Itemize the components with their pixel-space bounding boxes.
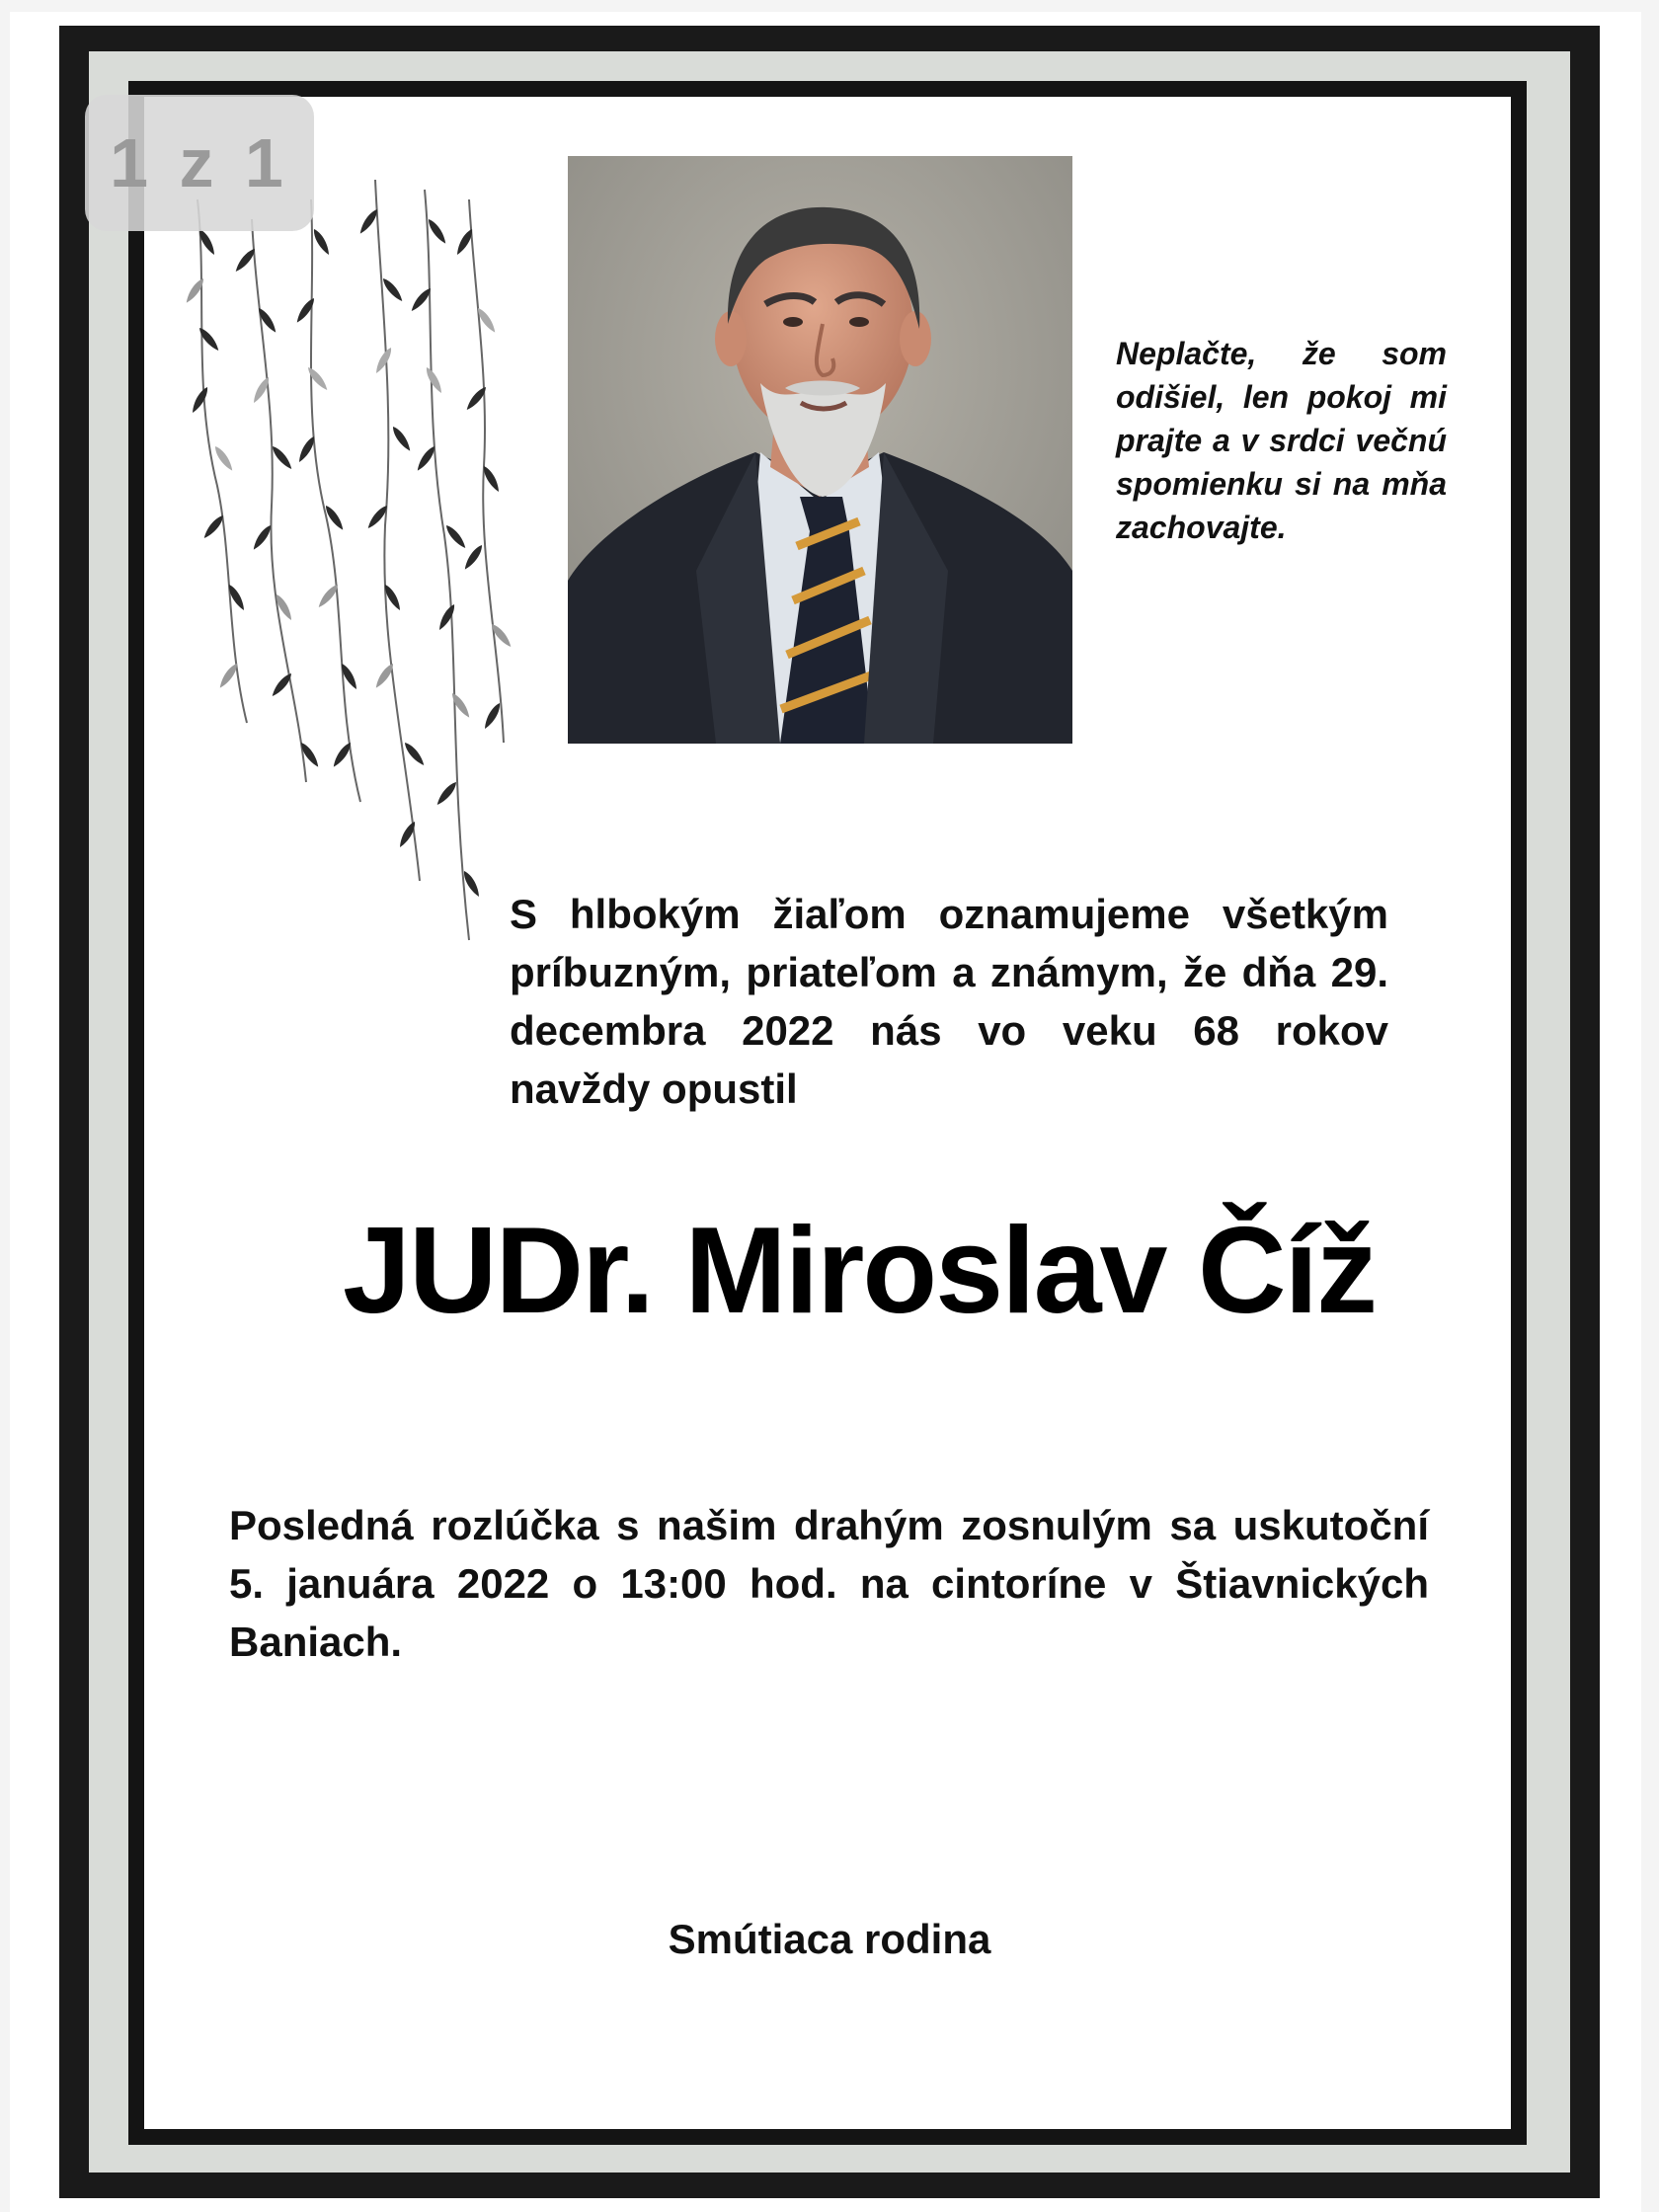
death-announcement: S hlbokým žiaľom oznamujeme všetkým príbuzným, priateľom a známym, že dňa 29. decembra 2022 nás vo veku 68 rokov navždy opustil bbox=[510, 891, 1388, 1112]
memorial-quote: Neplačte, že som odišiel, len pokoj mi prajte a v srdci večnú spomienku si na mňa zachovajte. bbox=[1116, 336, 1447, 545]
funeral-details: Posledná rozlúčka s našim drahým zosnulým sa uskutoční 5. januára 2022 o 13:00 hod. na cintoríne v Štiavnických Baniach. bbox=[229, 1502, 1429, 1665]
page-counter-badge bbox=[85, 95, 314, 231]
portrait-photo bbox=[568, 156, 1072, 744]
deceased-name: JUDr. Miroslav Číž bbox=[343, 1203, 1376, 1339]
family-signature: Smútiaca rodina bbox=[668, 1916, 991, 1962]
page-counter-label: 1 z 1 bbox=[110, 124, 289, 201]
